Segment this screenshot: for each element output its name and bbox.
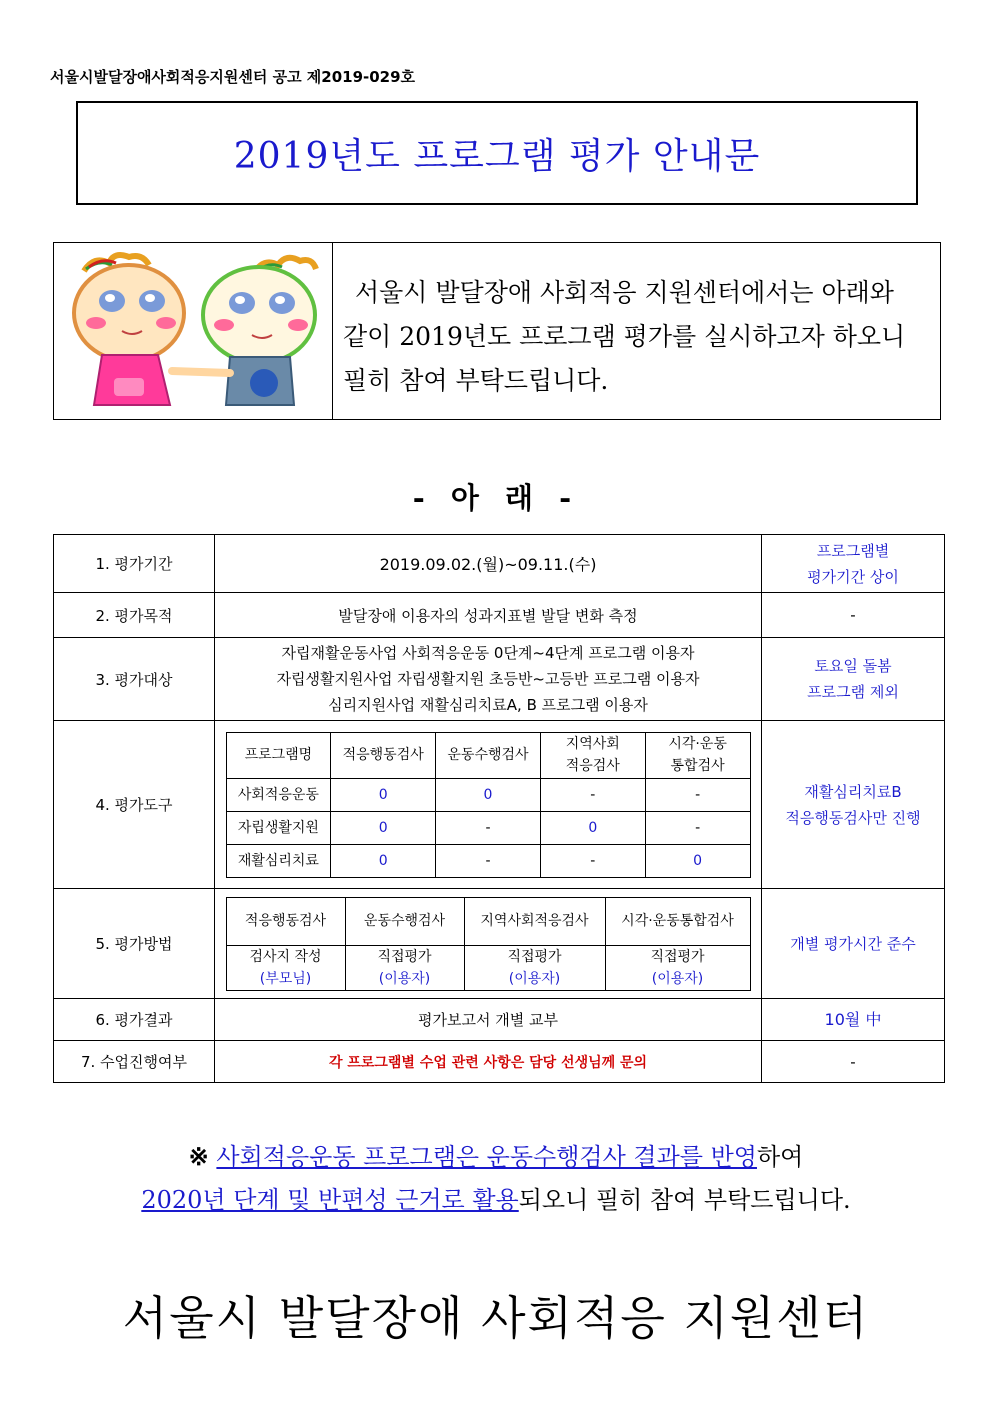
table-row [54,999,945,1041]
reference-mark: ※ [188,1142,209,1171]
tool-row [226,811,750,844]
note-line: 토요일 돌봄 [814,657,892,675]
table-row [54,638,945,721]
note-line: 평가기간 상이 [807,567,899,586]
tool-table [226,732,751,878]
evaluation-table [53,534,945,1083]
method-cell [464,945,605,990]
row-label: 3. 평가대상 [54,638,215,721]
center-name: 서울시 발달장애 사회적응 지원센터 [122,1291,870,1345]
tool-header [540,732,645,778]
method-table [226,897,751,991]
row-content: 발달장애 이용자의 성과지표별 발달 변화 측정 [215,593,762,638]
footnote-line [0,1179,992,1222]
intro-text [333,243,940,419]
row-content: 2019.09.02.(월)~09.11.(수) [215,535,762,593]
mascot-icon [54,243,332,419]
method-who: (이용자) [651,970,704,987]
method-who: (부모님) [259,970,312,987]
page-title: 2019년도 프로그램 평가 안내문 [233,135,761,177]
row-content: 각 프로그램별 수업 관련 사항은 담당 선생님께 문의 [215,1041,762,1083]
footnote-line [0,1135,992,1179]
note-line: 프로그램 제외 [807,683,899,701]
row-note: 개별 평가시간 준수 [762,889,945,999]
target-line: 심리지원사업 재활심리치료A, B 프로그램 이용자 [328,696,648,714]
row-label: 2. 평가목적 [54,593,215,638]
method-how: 직접평가 [650,948,705,965]
target-line: 자립재활운동사업 사회적응운동 0단계~4단계 프로그램 이용자 [281,644,695,662]
method-how: 직접평가 [377,948,432,965]
row-content [215,889,762,999]
method-cell [345,945,464,990]
footnote-text: 하여 [756,1143,804,1171]
method-who: (이용자) [378,970,431,987]
row-label: 5. 평가방법 [54,889,215,999]
row-label: 4. 평가도구 [54,721,215,889]
method-how: 직접평가 [507,948,562,965]
tool-header [645,732,750,778]
header-line: 지역사회 [565,736,620,752]
method-name: 시각·운동통합검사 [605,897,750,945]
method-cell [226,945,345,990]
table-row [54,535,945,593]
row-label: 7. 수업진행여부 [54,1041,215,1083]
header-line: 적응검사 [565,758,620,774]
tool-row [226,844,750,877]
row-note: 10월 中 [762,999,945,1041]
tool-cell: 0 [540,811,645,844]
tool-header-row [226,732,750,778]
table-row [54,721,945,889]
row-note [762,721,945,889]
note-line: 프로그램별 [816,541,890,560]
method-row [226,945,750,990]
tool-header: 프로그램명 [226,732,331,778]
tool-program: 재활심리치료 [226,844,331,877]
intro-line: 필히 참여 부탁드립니다. [343,366,609,395]
header-line: 통합검사 [670,758,725,774]
row-content [215,721,762,889]
table-row [54,1041,945,1083]
method-name: 적응행동검사 [226,897,345,945]
tool-program: 자립생활지원 [226,811,331,844]
tool-cell: 0 [645,844,750,877]
table-row [54,889,945,999]
method-header-row [226,897,750,945]
method-name: 운동수행검사 [345,897,464,945]
header-line: 시각·운동 [668,736,727,752]
tool-row [226,778,750,811]
row-content [215,638,762,721]
target-line: 자립생활지원사업 자립생활지원 초등반~고등반 프로그램 이용자 [276,670,700,688]
row-note [762,638,945,721]
mascot-illustration [54,243,333,419]
footnote [0,1135,992,1222]
method-how: 검사지 작성 [249,948,322,965]
method-who: (이용자) [508,970,561,987]
tool-program: 사회적응운동 [226,778,331,811]
tool-cell: - [645,778,750,811]
note-line: 적응행동검사만 진행 [785,808,921,827]
tool-cell: 0 [331,811,436,844]
method-cell [605,945,750,990]
row-content: 평가보고서 개별 교부 [215,999,762,1041]
row-label: 1. 평가기간 [54,535,215,593]
footnote-underlined: 사회적응운동 프로그램은 운동수행검사 결과를 반영 [216,1143,757,1171]
method-name: 지역사회적응검사 [464,897,605,945]
row-note: - [762,593,945,638]
intro-line: 같이 2019년도 프로그램 평가를 실시하고자 하오니 [343,322,906,351]
tool-header: 운동수행검사 [436,732,541,778]
footnote-underlined: 2020년 단계 및 반편성 근거로 활용 [141,1186,519,1214]
note-line: 재활심리치료B [804,782,902,801]
tool-cell: - [436,811,541,844]
row-note [762,535,945,593]
footnote-text: 되오니 필히 참여 부탁드립니다. [518,1186,851,1214]
intro-box [53,242,941,420]
title-box [76,101,918,205]
row-label: 6. 평가결과 [54,999,215,1041]
section-heading: - 아 래 - [412,481,580,515]
tool-cell: 0 [331,778,436,811]
row-note: - [762,1041,945,1083]
tool-cell: - [540,778,645,811]
table-row [54,593,945,638]
intro-line: 서울시 발달장애 사회적응 지원센터에서는 아래와 [355,278,894,307]
tool-cell: 0 [331,844,436,877]
tool-header: 적응행동검사 [331,732,436,778]
tool-cell: - [645,811,750,844]
tool-cell: - [540,844,645,877]
tool-cell: 0 [436,778,541,811]
tool-cell: - [436,844,541,877]
notice-number: 서울시발달장애사회적응지원센터 공고 제2019-029호 [50,68,416,86]
